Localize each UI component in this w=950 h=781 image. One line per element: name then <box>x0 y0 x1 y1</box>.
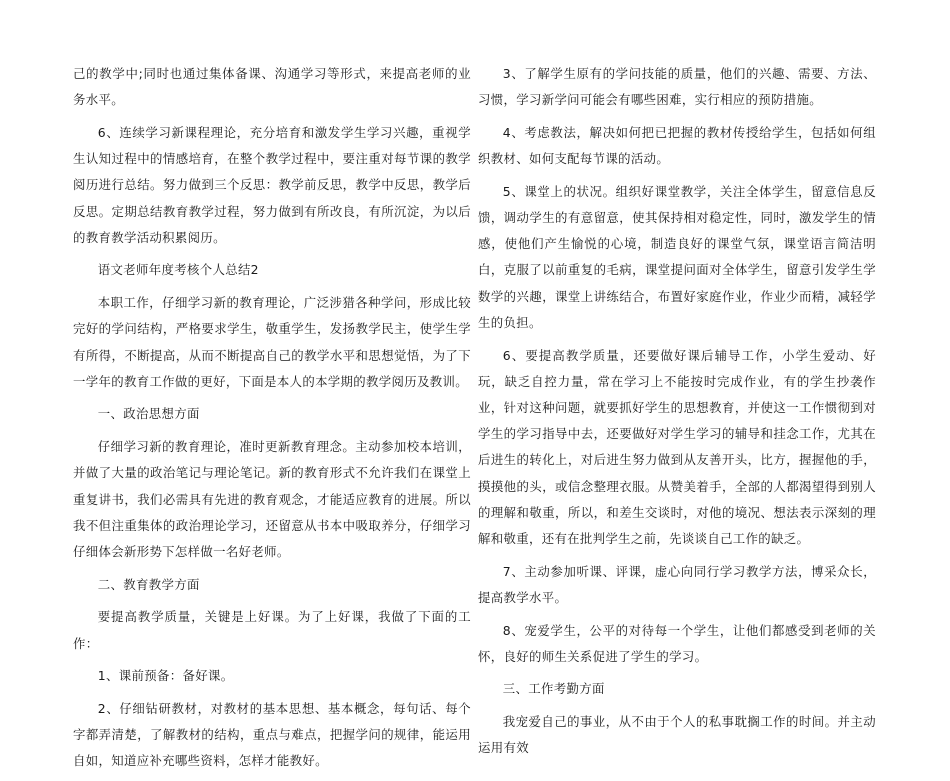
section-heading: 一、政治思想方面 <box>97 406 200 422</box>
paragraph: 要提高教学质量，关键是上好课。为了上好课，我做了下面的工作： <box>73 609 471 651</box>
list-item: 5、课堂上的状况。组织好课堂教学，关注全体学生，留意信息反馈，调动学生的有意留意，使其保持相对稳定性，同时，激发学生的情感，使他们产生愉悦的心境，制造良好的课堂气氛，课堂语言简洁明白，克服了以前重复的毛病，课堂提问面对全体学生，留意引发学生学数学的兴趣，课堂上讲练结合，布置好家庭作业，作业少而精，减轻学生的负担。 <box>478 183 876 330</box>
list-item: 7、主动参加听课、评课，虚心向同行学习教学方法，博采众长，提高教学水平。 <box>478 563 876 605</box>
list-item: 2、仔细钻研教材，对教材的基本思想、基本概念，每句话、每个字都弄清楚，了解教材的结构，重点与难点，把握学问的规律，能运用自如，知道应补充哪些资料，怎样才能教好。 <box>73 700 471 769</box>
paragraph: 本职工作，仔细学习新的教育理论，广泛涉猎各种学问，形成比较完好的学问结构，严格要求学生，敬重学生，发扬教学民主，使学生学有所得，不断提高，从而不断提高自己的教学水平和思想觉悟，为了下一学年的教育工作做的更好，下面是本人的本学期的教学阅历及教训。 <box>73 295 471 389</box>
section-title: 语文老师年度考核个人总结2 <box>97 262 259 278</box>
section-heading: 三、工作考勤方面 <box>502 681 605 697</box>
list-item: 3、了解学生原有的学问技能的质量，他们的兴趣、需要、方法、习惯，学习新学问可能会有哪些困难，实行相应的预防措施。 <box>478 66 876 108</box>
paragraph: 仔细学习新的教育理论，准时更新教育理念。主动参加校本培训，并做了大量的政治笔记与理论笔记。新的教育形式不允许我们在课堂上重复讲书，我们必需具有先进的教育观念，才能适应教育的进展。所以我不但注重集体的政治理论学习，还留意从书本中吸取养分，仔细学习仔细体会新形势下怎样做一名好老师。 <box>73 439 471 559</box>
paragraph: 我宠爱自己的事业，从不由于个人的私事耽搁工作的时间。并主动运用有效 <box>478 714 876 756</box>
list-item: 4、考虑教法，解决如何把已把握的教材传授给学生，包括如何组织教材、如何支配每节课的活动。 <box>478 124 876 167</box>
paragraph: 己的教学中;同时也通过集体备课、沟通学习等形式，来提高老师的业务水平。 <box>73 66 471 108</box>
list-item: 6、要提高教学质量，还要做好课后辅导工作，小学生爱动、好玩，缺乏自控力量，常在学习上不能按时完成作业，有的学生抄袭作业，针对这种问题，就要抓好学生的思想教育，并使这一工作惯彻到对学生的学习指导中去，还要做好对学生学习的辅导和挂念工作，尤其在后进生的转化上，对后进生努力做到从友善开头，比方，握握他的手，摸摸他的头，或信念整理衣服。从赞美着手，全部的人都渴望得到别人的理解和敬重，所以，和差生交谈时，对他的境况、想法表示深刻的理解和敬重，还有在批判学生之前，先谈谈自己工作的缺乏。 <box>478 347 876 546</box>
paragraph: 6、连续学习新课程理论，充分培育和激发学生学习兴趣，重视学生认知过程中的情感培育，在整个教学过程中，要注重对每节课的教学阅历进行总结。努力做到三个反思：教学前反思，教学中反思，教学后反思。定期总结教育教学过程，努力做到有所改良，有所沉淀，为以后的教育教学活动积累阅历。 <box>73 124 471 245</box>
list-item: 1、课前预备：备好课。 <box>97 668 234 684</box>
list-item: 8、宠爱学生，公平的对待每一个学生，让他们都感受到老师的关怀，良好的师生关系促进了学生的学习。 <box>478 622 876 664</box>
right-column <box>478 61 876 768</box>
section-heading: 二、教育教学方面 <box>97 576 200 592</box>
left-column <box>73 61 471 781</box>
